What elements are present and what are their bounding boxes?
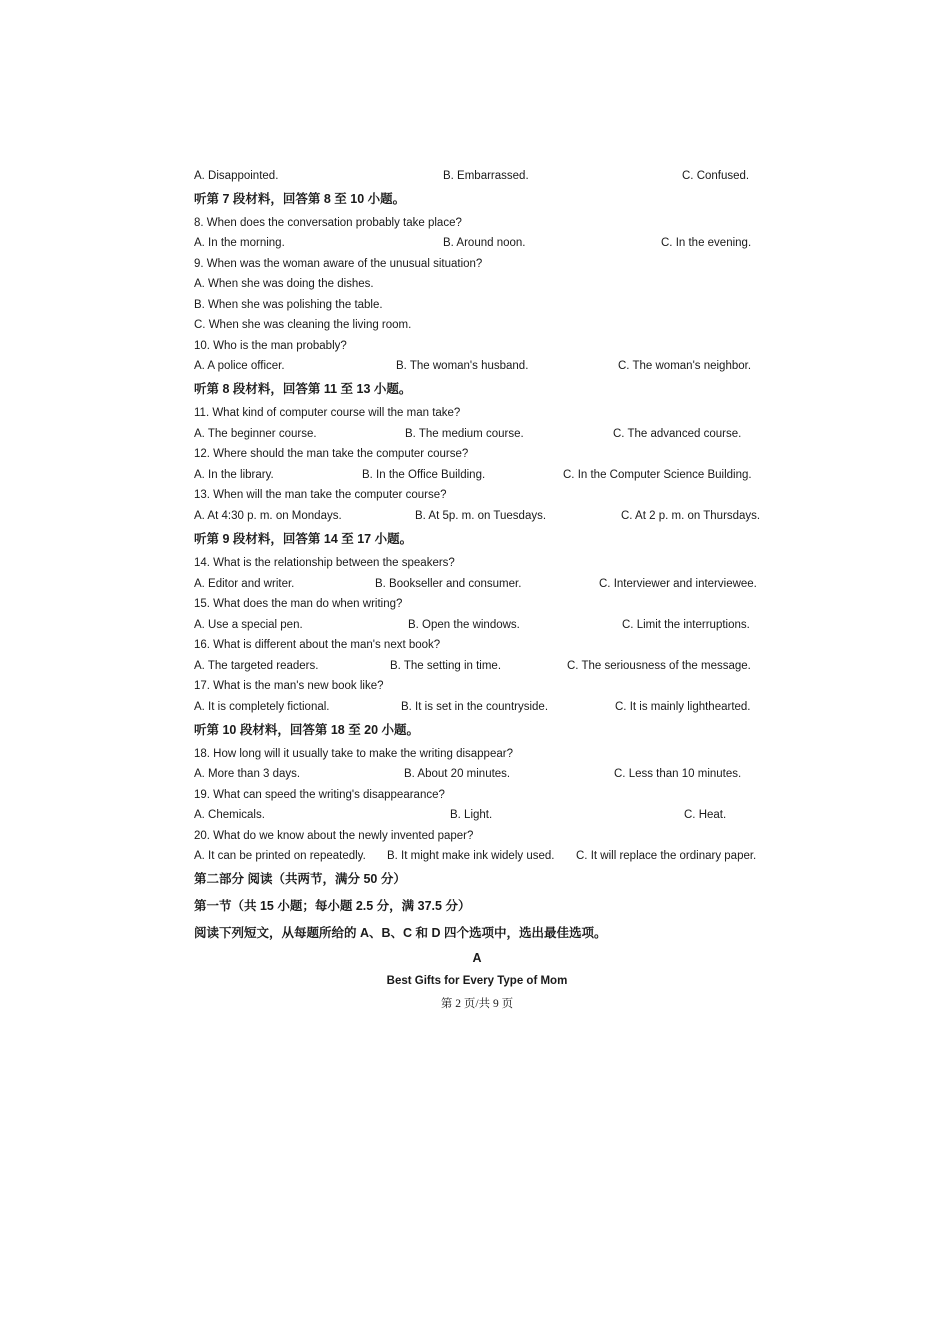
- question-12-options: [194, 465, 760, 485]
- question-19-options: [194, 805, 760, 825]
- q13-option-a: A. At 4:30 p. m. on Mondays.: [194, 510, 342, 522]
- q8-option-a: A. In the morning.: [194, 237, 285, 249]
- q14-option-c: C. Interviewer and interviewee.: [599, 578, 757, 590]
- question-14-options: [194, 574, 760, 594]
- q20-option-b: B. It might make ink widely used.: [387, 850, 555, 862]
- question-17-stem: 17. What is the man's new book like?: [194, 680, 384, 692]
- q18-option-c: C. Less than 10 minutes.: [614, 768, 742, 780]
- q18-option-a: A. More than 3 days.: [194, 768, 301, 780]
- q16-option-c: C. The seriousness of the message.: [567, 660, 751, 672]
- q11-option-c: C. The advanced course.: [613, 428, 742, 440]
- page-footer: 第 2 页/共 9 页: [440, 998, 514, 1010]
- q12-option-c: C. In the Computer Science Building.: [563, 469, 752, 481]
- question-14-stem: 14. What is the relationship between the speakers?: [194, 557, 455, 569]
- q15-option-c: C. Limit the interruptions.: [622, 619, 750, 631]
- q16-option-b: B. The setting in time.: [390, 660, 502, 672]
- question-12-stem: 12. Where should the man take the computer course?: [194, 448, 469, 460]
- question-8-stem: 8. When does the conversation probably take place?: [194, 217, 462, 229]
- q12-option-a: A. In the library.: [194, 469, 274, 481]
- question-16-stem: 16. What is different about the man's next book?: [194, 639, 441, 651]
- q7-option-b: B. Embarrassed.: [443, 170, 529, 182]
- q14-option-a: A. Editor and writer.: [194, 578, 295, 590]
- q10-option-c: C. The woman's neighbor.: [618, 360, 752, 372]
- section-heading-8: 听第 8 段材料，回答第 11 至 13 小题。: [194, 382, 412, 396]
- part-two-section-one-heading: 第一节（共 15 小题；每小题 2.5 分，满 37.5 分）: [194, 899, 471, 913]
- q13-option-c: C. At 2 p. m. on Thursdays.: [621, 510, 761, 522]
- q19-option-a: A. Chemicals.: [194, 809, 265, 821]
- q19-option-b: B. Light.: [450, 809, 493, 821]
- q13-option-b: B. At 5p. m. on Tuesdays.: [415, 510, 547, 522]
- q9-option-c: C. When she was cleaning the living room.: [194, 319, 412, 331]
- q15-option-a: A. Use a special pen.: [194, 619, 303, 631]
- q11-option-b: B. The medium course.: [405, 428, 524, 440]
- q9-option-b: B. When she was polishing the table.: [194, 299, 383, 311]
- question-10-options: [194, 356, 760, 376]
- question-15-stem: 15. What does the man do when writing?: [194, 598, 403, 610]
- q19-option-c: C. Heat.: [684, 809, 727, 821]
- question-15-options: [194, 615, 760, 635]
- q7-options: [194, 166, 760, 186]
- q14-option-b: B. Bookseller and consumer.: [375, 578, 522, 590]
- question-16-options: [194, 656, 760, 676]
- q17-option-c: C. It is mainly lighthearted.: [615, 701, 751, 713]
- q10-option-a: A. A police officer.: [194, 360, 285, 372]
- q17-option-b: B. It is set in the countryside.: [401, 701, 549, 713]
- q17-option-a: A. It is completely fictional.: [194, 701, 330, 713]
- part-two-heading: 第二部分 阅读（共两节，满分 50 分）: [194, 872, 406, 886]
- q8-option-b: B. Around noon.: [443, 237, 526, 249]
- q11-option-a: A. The beginner course.: [194, 428, 317, 440]
- question-11-options: [194, 424, 760, 444]
- passage-letter: A: [472, 951, 482, 965]
- q20-option-c: C. It will replace the ordinary paper.: [576, 850, 757, 862]
- question-8-options: [194, 233, 760, 253]
- reading-instruction: 阅读下列短文，从每题所给的 A、B、C 和 D 四个选项中，选出最佳选项。: [194, 926, 607, 940]
- q10-option-b: B. The woman's husband.: [396, 360, 529, 372]
- q7-option-a: A. Disappointed.: [194, 170, 279, 182]
- question-9-stem: 9. When was the woman aware of the unusual situation?: [194, 258, 483, 270]
- section-heading-9: 听第 9 段材料，回答第 14 至 17 小题。: [194, 532, 413, 546]
- section-heading-10: 听第 10 段材料，回答第 18 至 20 小题。: [194, 723, 420, 737]
- q20-option-a: A. It can be printed on repeatedly.: [194, 850, 366, 862]
- q15-option-b: B. Open the windows.: [408, 619, 520, 631]
- q8-option-c: C. In the evening.: [661, 237, 752, 249]
- question-11-stem: 11. What kind of computer course will the man take?: [194, 407, 461, 419]
- q12-option-b: B. In the Office Building.: [362, 469, 486, 481]
- question-17-options: [194, 697, 760, 717]
- passage-title: Best Gifts for Every Type of Mom: [386, 975, 568, 987]
- q9-option-a: A. When she was doing the dishes.: [194, 278, 374, 290]
- question-13-stem: 13. When will the man take the computer course?: [194, 489, 447, 501]
- question-20-stem: 20. What do we know about the newly invented paper?: [194, 830, 474, 842]
- question-19-stem: 19. What can speed the writing's disappearance?: [194, 789, 445, 801]
- q7-option-c: C. Confused.: [682, 170, 750, 182]
- question-18-options: [194, 764, 760, 784]
- question-13-options: [194, 506, 760, 526]
- question-18-stem: 18. How long will it usually take to make the writing disappear?: [194, 748, 513, 760]
- q16-option-a: A. The targeted readers.: [194, 660, 319, 672]
- q18-option-b: B. About 20 minutes.: [404, 768, 511, 780]
- question-20-options: [194, 846, 760, 866]
- question-10-stem: 10. Who is the man probably?: [194, 340, 347, 352]
- section-heading-7: 听第 7 段材料，回答第 8 至 10 小题。: [194, 192, 406, 206]
